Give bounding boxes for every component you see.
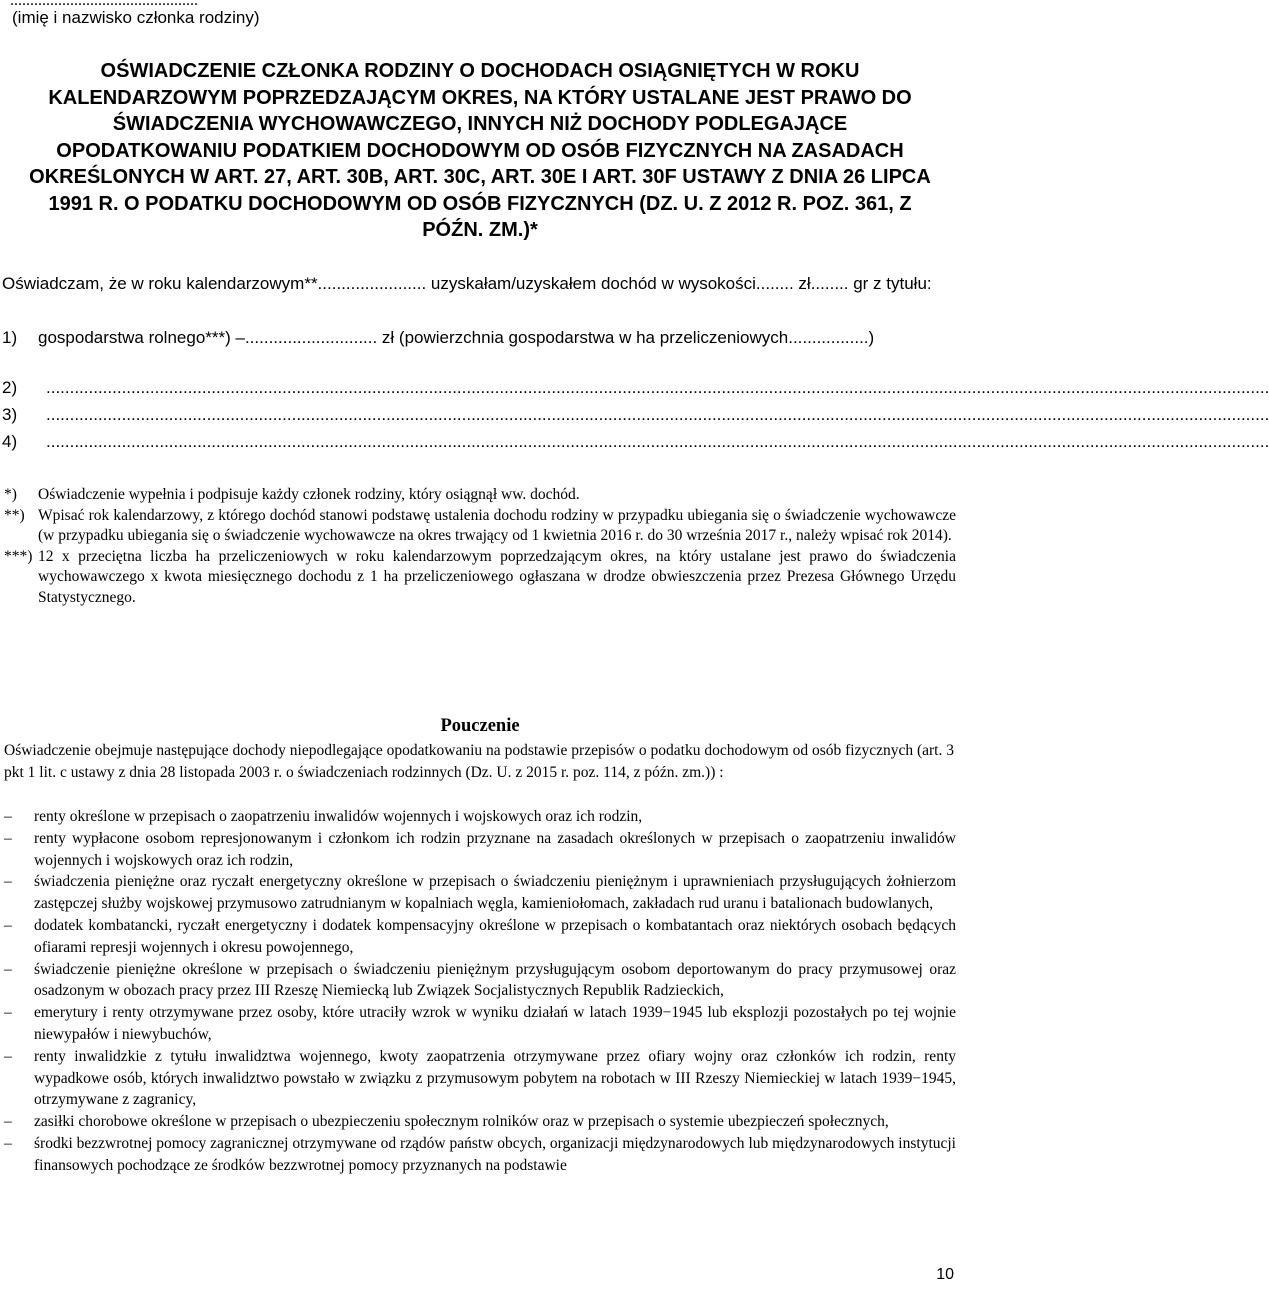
footnote-mark: **) xyxy=(4,506,25,524)
dash-bullet: – xyxy=(4,1004,12,1022)
list-item-text: zasiłki chorobowe określone w przepisach o ubezpieczeniu społecznym rolników oraz w przepisach o systemie ubezpieczeń społecznych, xyxy=(34,1113,889,1131)
income-types-list xyxy=(4,806,956,1177)
dash-bullet: – xyxy=(4,829,12,847)
dash-bullet: – xyxy=(4,1134,12,1152)
list-item-text: środki bezzwrotnej pomocy zagranicznej otrzymywane od rządów państw obcych, organizacji międzynarodowych lub międzynarodowych instytucji finansowych pochodzące ze środków bezzwrotnej pomocy przyznanych na podstawie xyxy=(34,1134,956,1174)
dash-bullet: – xyxy=(4,808,12,825)
section-intro: Oświadczenie obejmuje następujące dochody niepodlegające opodatkowaniu na podstawie przepisów o podatku dochodowym od osób fizycznych (art. 3 pkt 1 lit. c ustawy z dnia 28 listopada 2003 r. o świadczeniach rodzinnych (Dz. U. z 2015 r. poz. 114, z późn. zm.)) : xyxy=(4,742,954,781)
list-item-text: renty inwalidzkie z tytułu inwalidztwa wojennego, kwoty zaopatrzenia otrzymywane przez ofiary wojny oraz członków ich rodzin, renty wypadkowe osób, których inwalidztwo powstało w związku z przymusowym pobytem na robotach w III Rzeszy Niemieckiej w latach 1939−1945, otrzymywane z zagranicy, xyxy=(34,1047,956,1109)
list-item-text: renty określone w przepisach o zaopatrzeniu inwalidów wojennych i wojskowych oraz ich rodzin, xyxy=(34,808,643,825)
dash-bullet: – xyxy=(4,916,12,934)
name-dotted-line: ............................................... xyxy=(10,0,198,9)
footnote xyxy=(4,547,956,609)
footnote xyxy=(4,506,956,547)
item-number: 2) xyxy=(2,378,18,397)
list-item xyxy=(4,828,956,872)
footnotes xyxy=(4,485,956,608)
list-item xyxy=(4,806,956,828)
footnote-text: Oświadczenie wypełnia i podpisuje każdy członek rodziny, który osiągnął ww. dochód. xyxy=(38,486,580,503)
list-item-text: emerytury i renty otrzymywane przez osoby, które utraciły wzrok w wyniku działań w latach 1939−1945 lub eksplozji pozostałych po tej wojnie niewypałów i niewybuchów, xyxy=(34,1004,956,1043)
list-item xyxy=(4,1002,956,1046)
list-item-text: świadczenie pieniężne określone w przepisach o świadczeniu pieniężnym przysługującym osobom deportowanym do pracy przymusowej oraz osadzonym w obozach pracy przez III Rzeszę Niemiecką lub Związek Socjalistycznych Republik Radzieckich, xyxy=(34,960,956,1000)
footnote xyxy=(4,485,956,506)
document-title: OŚWIADCZENIE CZŁONKA RODZINY O DOCHODACH OSIĄGNIĘTYCH W ROKU KALENDARZOWYM POPRZEDZAJĄCYM OKRES, NA KTÓRY USTALANE JEST PRAWO DO ŚWIADCZENIA WYCHOWAWCZEGO, INNYCH NIŻ DOCHODY PODLEGAJĄCE OPODATKOWANIU PODATKIEM DOCHODOWYM OD OSÓB FIZYCZNYCH NA ZASADACH OKREŚLONYCH W ART. 27, ART. 30B, ART. 30C, ART. 30E I ART. 30F USTAWY Z DNIA 26 LIPCA 1991 R. O PODATKU DOCHODOWYM OD OSÓB FIZYCZNYCH (DZ. U. Z 2012 R. POZ. 361, Z PÓŹN. ZM.)* xyxy=(29,60,931,241)
footnote-text: 12 x przeciętna liczba ha przeliczeniowych w roku kalendarzowym poprzedzającym okres, na który ustalane jest prawo do świadczenia wychowawczego x kwota miesięcznego dochodu z 1 ha przeliczeniowego ogłaszana w drodze obwieszczenia przez Prezesa Głównego Urzędu Statystycznego. xyxy=(38,547,956,606)
page-number: 10 xyxy=(936,1266,954,1283)
list-item xyxy=(4,1133,956,1177)
item-dotted-line: ................................................................................................................................................................................................................................................................... xyxy=(46,432,1269,451)
list-item-text: świadczenia pieniężne oraz ryczałt energetyczny określone w przepisach o świadczeniu pieniężnym i uprawnieniach przysługujących żołnierzom zastępczej służby wojskowej przymusowo zatrudnianym w kopalniach węgla, kamieniołomach, zakładach rud uranu i batalionach budowlanych, xyxy=(34,873,956,913)
list-item xyxy=(4,871,956,915)
list-item xyxy=(4,1111,956,1133)
dash-bullet: – xyxy=(4,873,12,891)
list-item-text: dodatek kombatancki, ryczałt energetyczny i dodatek kompensacyjny określone w przepisach o kombatantach oraz niektórych osobach będących ofiarami represji wojennych i okresu powojennego, xyxy=(34,916,956,956)
dash-bullet: – xyxy=(4,1047,12,1065)
item-number: 3) xyxy=(2,405,18,424)
footnote-text: Wpisać rok kalendarzowy, z którego dochód stanowi podstawę ustalenia dochodu rodziny w przypadku ubiegania się o świadczenie wychowawcze (w przypadku ubiegania się o świadczenie wychowawcze na okres trwający od 1 kwietnia 2016 r. do 30 września 2017 r., należy wpisać rok 2014). xyxy=(38,506,956,544)
dash-bullet: – xyxy=(4,960,12,978)
list-item xyxy=(4,1046,956,1111)
name-caption: (imię i nazwisko członka rodziny) xyxy=(12,8,260,27)
item-dotted-line: ................................................................................................................................................................................................................................................................... xyxy=(46,405,1269,424)
dash-bullet: – xyxy=(4,1113,12,1131)
footnote-mark: *) xyxy=(4,486,17,503)
list-item xyxy=(4,915,956,959)
item-number: 1) xyxy=(2,328,18,347)
section-title: Pouczenie xyxy=(440,716,520,736)
item-number: 4) xyxy=(2,432,18,451)
footnote-mark: ***) xyxy=(4,547,33,565)
item-dotted-line: ................................................................................................................................................................................................................................................................... xyxy=(46,378,1269,397)
list-item xyxy=(4,959,956,1003)
item-text: gospodarstwa rolnego***) –............................ zł (powierzchnia gospodarstwa w ha przeliczeniowych.................) xyxy=(38,328,875,347)
declaration-line: Oświadczam, że w roku kalendarzowym**....................... uzyskałam/uzyskałem dochód w wysokości........ zł........ gr z tytułu: xyxy=(2,274,932,293)
list-item-text: renty wypłacone osobom represjonowanym i członkom ich rodzin przyznane na zasadach określonych w przepisach o zaopatrzeniu inwalidów wojennych i wojskowych oraz ich rodzin, xyxy=(34,829,956,869)
